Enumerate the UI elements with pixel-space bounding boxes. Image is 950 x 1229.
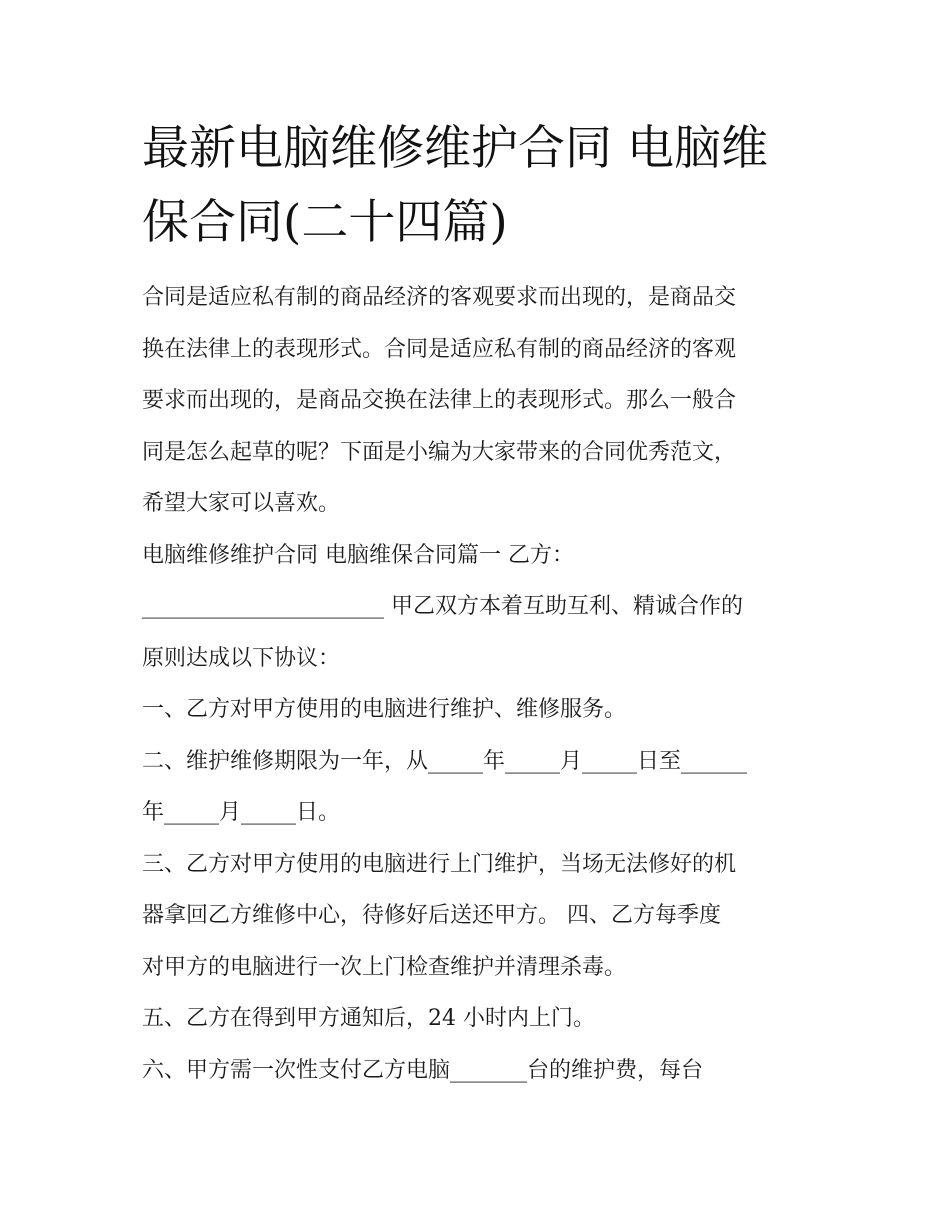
document-body — [142, 272, 832, 1096]
document-page — [142, 112, 832, 1096]
clause-2: 二、维护维修期限为一年，从_____年_____月_____日至______ 年_____月_____日。 — [142, 748, 748, 825]
clause-5: 五、乙方在得到甲方通知后，24 小时内上门。 — [142, 1006, 595, 1031]
clause-3-4: 三、乙方对甲方使用的电脑进行上门维护，当场无法修好的机 器拿回乙方维修中心，待修好后送还甲方。 四、乙方每季度 对甲方的电脑进行一次上门检查维护并清理杀毒。 — [142, 851, 737, 980]
document-title: 最新电脑维修维护合同 电脑维 保合同(二十四篇) — [142, 121, 768, 250]
contract-header-paragraph: 电脑维修维护合同 电脑维保合同篇一 乙方： ______________________ 甲乙双方本着互助互利、精诚合作的 原则达成以下协议： — [142, 542, 743, 671]
intro-paragraph: 合同是适应私有制的商品经济的客观要求而出现的，是商品交 换在法律上的表现形式。合同是适应私有制的商品经济的客观 要求而出现的，是商品交换在法律上的表现形式。那么一般合 同是怎么起草的呢？下面是小编为大家带来的合同优秀范文， 希望大家可以喜欢。 — [142, 285, 737, 516]
clause-6: 六、甲方需一次性支付乙方电脑_______台的维护费，每台 — [142, 1057, 704, 1083]
clause-1: 一、乙方对甲方使用的电脑进行维护、维修服务。 — [142, 697, 627, 722]
